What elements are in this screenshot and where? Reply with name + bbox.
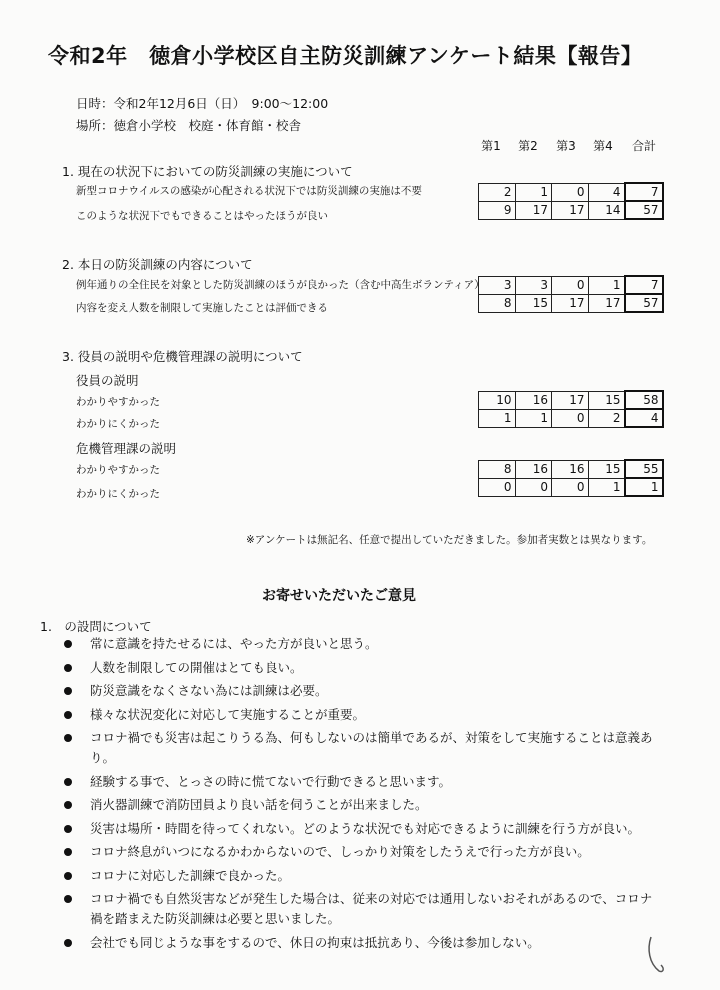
s3-sub-2-heading: 危機管理課の説明 [76,441,177,456]
opinion-text: コロナ禍でも自然災害などが発生した場合は、従来の対応では通用しないおそれがあるので、コロナ禍を踏まえた防災訓練は必要と思いました。 [90,891,653,926]
total-cell: 4 [625,409,663,427]
list-item [62,658,662,678]
list-item [62,728,662,768]
cell: 0 [515,478,552,496]
column-header-total: 合計 [631,139,656,153]
cell: 2 [479,183,516,201]
s3-sub-1-heading: 役員の説明 [76,373,139,388]
table-row [479,201,663,219]
cell: 9 [479,201,516,219]
s3-sub-1-row-1-label: わかりやすかった [76,396,160,408]
cell: 17 [552,391,589,409]
s1-row-1-label: 新型コロナウイルスの感染が心配される状況下では防災訓練の実施は不要 [76,185,422,197]
list-item [62,795,662,815]
total-cell: 57 [625,294,663,312]
section-1-table [478,182,664,220]
column-header-3: 第3 [556,139,576,153]
cell: 0 [479,478,516,496]
opinion-title: お寄せいただいたご意見 [262,588,416,604]
opinion-list [62,634,662,956]
cell: 1 [515,409,552,427]
bullet-icon [64,734,72,742]
list-item [62,933,662,953]
bullet-icon [64,895,72,903]
total-cell: 7 [625,183,663,201]
s3-sub-1-row-2-label: わかりにくかった [76,418,160,430]
bullet-icon [64,640,72,648]
total-cell: 57 [625,201,663,219]
cell: 3 [515,276,552,294]
list-item [62,772,662,792]
cell: 15 [588,391,625,409]
bullet-icon [64,801,72,809]
cell: 1 [479,409,516,427]
cell: 17 [552,201,589,219]
section-1-heading: 1. 現在の状況下においての防災訓練の実施について [62,164,353,179]
table-row [479,391,663,409]
cell: 17 [515,201,552,219]
table-row [479,409,663,427]
cell: 8 [479,294,516,312]
s1-row-2-label: このような状況下でもできることはやったほうが良い [76,210,328,222]
total-cell: 58 [625,391,663,409]
bullet-icon [64,872,72,880]
cell: 1 [588,276,625,294]
opinion-text: 常に意識を持たせるには、やった方が良いと思う。 [90,636,378,651]
cell: 15 [515,294,552,312]
bullet-icon [64,664,72,672]
cell: 10 [479,391,516,409]
column-header-1: 第1 [481,139,501,153]
opinion-text: 災害は場所・時間を待ってくれない。どのような状況でも対応できるように訓練を行う方が良い。 [90,820,641,836]
opinion-text: 消火器訓練で消防団員より良い話を伺うことが出来ました。 [90,797,428,812]
table-row [479,183,663,201]
bullet-icon [64,687,72,695]
list-item [62,634,662,654]
table-row [479,460,663,478]
date-line: 日時：令和2年12月6日（日） 9:00～12:00 [76,96,329,111]
s2-row-1-label: 例年通りの全住民を対象とした防災訓練のほうが良かった（含む中高生ボランティア） [76,279,485,291]
bullet-icon [64,711,72,719]
bullet-icon [64,825,72,833]
opinion-text: 会社でも同じような事をするので、休日の拘束は抵抗あり、今後は参加しない。 [90,934,540,950]
section-3-heading: 3. 役員の説明や危機管理課の説明について [62,349,303,364]
table-row [479,294,663,312]
cell: 8 [479,460,516,478]
opinion-text: コロナ終息がいつになるかわからないので、しっかり対策をしたうえで行った方が良い。 [90,844,590,859]
cell: 0 [552,478,589,496]
table-row [479,478,663,496]
cell: 15 [588,460,625,478]
column-header-4: 第4 [593,139,613,153]
list-item [62,842,662,862]
s3-sub-2-row-1-label: わかりやすかった [76,464,160,476]
total-cell: 7 [625,276,663,294]
opinion-text: 様々な状況変化に対応して実施することが重要。 [90,706,366,722]
question-1-label: 1. の設問について [40,619,152,634]
opinion-text: コロナ禍でも災害は起こりうる為、何もしないのは簡単であるが、対策をして実施することは意義あり。 [90,730,653,765]
section-3-crisis-table [478,459,664,497]
section-3-officers-table [478,390,664,428]
total-cell: 1 [625,478,663,496]
cell: 1 [588,478,625,496]
bullet-icon [64,939,72,947]
cell: 16 [515,391,552,409]
cell: 1 [515,183,552,201]
cell: 2 [588,409,625,427]
list-item [62,681,662,701]
cell: 17 [552,294,589,312]
opinion-text: 防災意識をなくさない為には訓練は必要。 [90,683,328,698]
column-header-2: 第2 [518,139,538,153]
total-cell: 55 [625,460,663,478]
list-item [62,866,662,886]
opinion-text: コロナに対応した訓練で良かった。 [90,867,291,883]
s2-row-2-label: 内容を変え人数を制限して実施したことは評価できる [76,302,328,314]
cell: 17 [588,294,625,312]
survey-note: ※アンケートは無記名、任意で提出していただきました。参加者実数とは異なります。 [246,534,653,546]
staple-mark [645,935,667,975]
cell: 0 [552,409,589,427]
cell: 4 [588,183,625,201]
table-row [479,276,663,294]
list-item [62,889,662,929]
bullet-icon [64,778,72,786]
list-item [62,705,662,725]
s3-sub-2-row-2-label: わかりにくかった [76,488,160,500]
cell: 16 [552,460,589,478]
bullet-icon [64,848,72,856]
list-item [62,819,662,839]
section-2-table [478,275,664,313]
opinion-text: 人数を制限しての開催はとても良い。 [90,659,303,675]
section-2-heading: 2. 本日の防災訓練の内容について [62,257,253,272]
document-title: 令和2年 徳倉小学校区自主防災訓練アンケート結果【報告】 [48,44,643,68]
cell: 16 [515,460,552,478]
place-line: 場所：徳倉小学校 校庭・体育館・校舎 [76,118,302,133]
cell: 14 [588,201,625,219]
cell: 3 [479,276,516,294]
cell: 0 [552,276,589,294]
cell: 0 [552,183,589,201]
opinion-text: 経験する事で、とっさの時に慌てないで行動できると思います。 [90,773,452,789]
